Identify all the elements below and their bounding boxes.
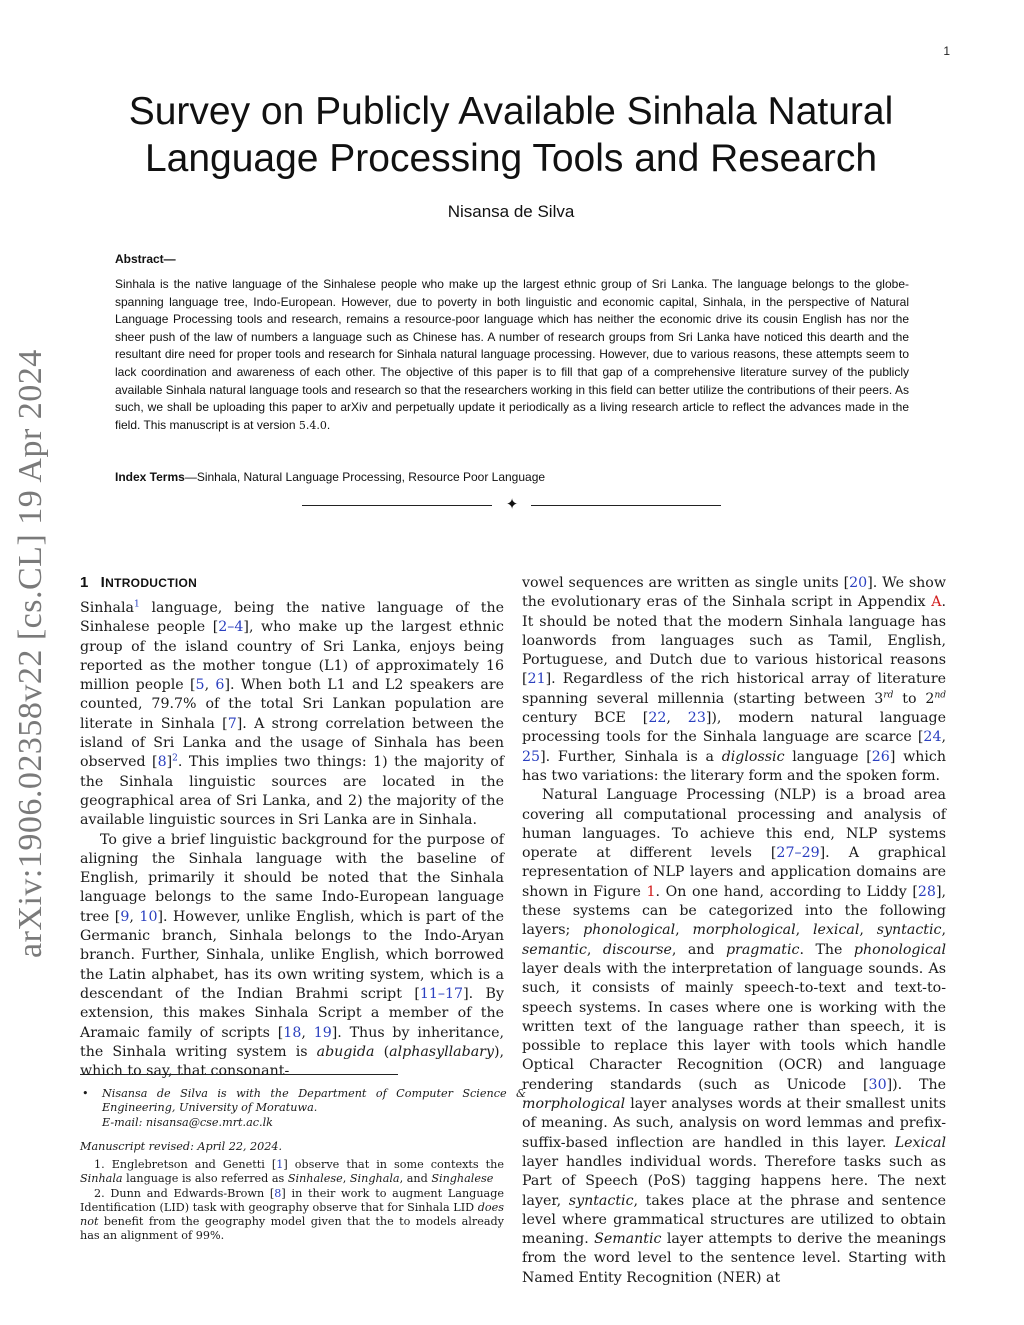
text: century BCE [ (522, 710, 649, 727)
citation-link[interactable]: 9 (120, 908, 130, 925)
intro-paragraph-2 (80, 831, 504, 1082)
index-terms-label: Index Terms (115, 470, 185, 484)
manuscript-revised: Manuscript revised: April 22, 2024. (80, 1140, 283, 1153)
text: syntactic (568, 1192, 634, 1209)
text: Lexical (894, 1134, 946, 1151)
text: layer analyses words at their smallest units of meaning. As such, analysis on word lemmas and prefix-suffix-based inflection are handled in this layer. (522, 1096, 946, 1151)
text: Natural Language Processing (NLP) is a broad area covering all computational processing and analysis of human languages. To achieve this end, NLP systems operate at different levels [ (522, 787, 946, 862)
text: , (129, 908, 140, 925)
text: ]. By extension, this makes Sinhala Script a member of the Aramaic family of scripts [ (80, 985, 504, 1041)
text: morphological (522, 1096, 626, 1113)
text: language [ (784, 748, 872, 765)
intro-paragraph-3 (522, 574, 946, 786)
citation-link[interactable]: 8 (157, 754, 167, 771)
text: . It should be noted that the modern Sinhala language has loanwords from languages such as Tamil, English, Portuguese, and Dutch due to various historical reasons [ (522, 594, 946, 688)
abstract-text: Sinhala is the native language of the Sinhalese people who make up the largest ethnic group of Sri Lanka. The language belongs to the globe-spanning language tree, Indo-European. However, due to poverty in both linguistic and economic capital, Sinhala, in the perspective of Natural Language Processing tools and research, remains a resource-poor language which has neither the economic drive its cousin English has nor the sheer push of the law of numbers a language such as Chinese has. A number of research groups from Sri Lanka have noticed this dearth and the resultant dire need for proper tools and research for Sinhala natural language processing. However, due to various reasons, these attempts seem to lack coordination and awareness of each other. The objective of this paper is to fill that gap of a comprehensive literature survey of the publicly available Sinhala natural language tools and research so that the researchers working in this field can better utilize the contributions of their peers. As such, we shall be uploading this paper to arXiv and perpetually update it periodically as a living research article to reflect the advances made in the field. This manuscript is at version (115, 277, 909, 432)
version-number: 5.4.0 (298, 418, 327, 432)
citation-link[interactable]: 1 (276, 1158, 284, 1171)
text: layer deals with the interpretation of language sounds. As such, it consists of mainly speech-to-text and text-to-speech systems. In cases where one is working with the written text of the language rather than speech, it is possible to replace this layer with tools which handle Optical Character Recognition (OCR) and language rendering standards (such as Unicode [ (522, 960, 946, 1093)
appendix-link[interactable]: A (931, 594, 942, 611)
text: , (859, 922, 877, 939)
footnote-2 (80, 1187, 504, 1244)
text: phonological (853, 941, 946, 958)
text: ] observe that in some contexts the (283, 1158, 505, 1171)
text: rd (883, 690, 894, 701)
footnote-ref-1[interactable]: 1 (134, 599, 140, 610)
text: ]. Regardless of the rich historical array of literature spanning several millennia (starting between 3 (522, 671, 946, 707)
text: vowel sequences are written as single units [ (522, 575, 850, 591)
text: ]). The (886, 1076, 946, 1093)
text: diglossic (721, 748, 785, 765)
text: ]. A graphical representation of NLP layers and application domains are shown in Figure (522, 845, 946, 900)
text: , takes place at the phrase and sentence level where grammatical structures are utilized to obtain meaning. (522, 1192, 946, 1248)
text: syntactic (876, 922, 942, 939)
section-heading-introduction (80, 574, 197, 591)
divider-left (302, 505, 492, 506)
text: to 2 (893, 690, 935, 707)
text: phonological (583, 922, 676, 939)
text: 1. Englebretson and Genetti [ (94, 1158, 277, 1171)
text: lexical (813, 922, 860, 939)
text: ]. A strong correlation between the island of Sri Lanka and the usage of Sinhala has been observed [ (80, 715, 504, 771)
term-alphasyllabary: alphasyllabary (389, 1043, 494, 1060)
text: , (795, 922, 813, 939)
citation-link[interactable]: 21 (527, 671, 546, 688)
text: layer attempts to derive the meanings from the word level to the sentence level. Starting with Named Entity Recognition (NER) at (522, 1231, 946, 1286)
index-terms (115, 470, 909, 484)
citation-link[interactable]: 2–4 (218, 619, 244, 636)
paper-title (100, 88, 922, 182)
affiliation-text: Nisansa de Silva is with the Department of Computer Science & Engineering, University of Moratuwa. (102, 1087, 526, 1115)
text: ], who make up the largest ethnic group of the island country of Sri Lanka, enjoys being reported as the mother tongue (L1) of approximately 16 million people [ (80, 619, 504, 694)
text: nd (934, 690, 946, 701)
text: morphological (692, 922, 796, 939)
text: Singhalese (431, 1172, 494, 1186)
text: ]. We show the evolutionary eras of the Sinhala script in Appendix (522, 575, 946, 611)
text: ], these systems can be categorized into the following layers; (522, 883, 946, 939)
abstract-label: Abstract— (115, 252, 176, 266)
bullet-icon: • (82, 1087, 89, 1100)
text: ] which has two variations: the literary form and the spoken form. (522, 748, 946, 784)
text: discourse (602, 941, 672, 958)
text: . The (799, 941, 854, 958)
abstract-end: . (326, 417, 331, 432)
text: , (675, 922, 693, 939)
index-terms-text: —Sinhala, Natural Language Processing, Resource Poor Language (184, 470, 546, 484)
author-email[interactable]: E-mail: nisansa@cse.mrt.ac.lk (102, 1115, 273, 1129)
text: , (941, 922, 946, 939)
text: ]), modern natural language processing tools for the Sinhala language are scarce [ (522, 710, 946, 746)
divider-ornament-icon: ✦ (505, 495, 519, 513)
footnote-ref-2[interactable]: 2 (172, 753, 178, 764)
left-column (80, 599, 504, 1081)
author-name: Nisansa de Silva (447, 202, 575, 221)
affiliation-footnote (80, 1087, 526, 1130)
citation-link[interactable]: 18 (283, 1024, 302, 1041)
intro-paragraph-1 (80, 599, 504, 831)
text: semantic (522, 941, 587, 958)
text: , (586, 941, 603, 958)
text: benefit from the geography model given that the to models already has an alignment of 99%. (80, 1215, 504, 1243)
text: ( (374, 1043, 390, 1060)
text: 2. Dunn and Edwards-Brown [ (94, 1186, 275, 1200)
abstract-body (115, 276, 909, 434)
title-line-1: Survey on Publicly Available Sinhala Natural (128, 90, 894, 133)
text: ), which to say, that consonant- (80, 1043, 505, 1080)
section-number: 1 (80, 574, 89, 591)
text: Singhala (349, 1172, 400, 1186)
citation-link[interactable]: 20 (849, 575, 868, 591)
arxiv-identifier-sidebar: arXiv:1906.02358v22 [cs.CL] 19 Apr 2024 (12, 349, 49, 958)
title-line-2: Language Processing Tools and Research (144, 137, 878, 180)
citation-link[interactable]: 7 (227, 715, 237, 732)
text: pragmatic (725, 941, 800, 958)
text: , (342, 1172, 350, 1186)
citation-link[interactable]: 24 (923, 729, 942, 746)
text: ]. Further, Sinhala is a (540, 748, 722, 765)
text: , (301, 1024, 314, 1041)
citation-link[interactable]: 10 (139, 908, 158, 925)
citation-link[interactable]: 11–17 (419, 985, 464, 1002)
text: Sinhala (80, 1172, 123, 1186)
text: . This implies two things: 1) the majority of the Sinhala linguistic sources are located in the geographical area of Sri Lanka, and 2) the majority of the available linguistic sources in Sri Lanka are in Sinhala. (80, 754, 504, 829)
text: , and (671, 941, 726, 958)
text: , (204, 677, 216, 694)
text: ]. However, unlike English, which is part of the Germanic branch, Sinhala belongs to the Indo-Aryan branch. Further, Sinhala, unlike English, which borrowed the Latin alphabet, has its own writing system, which is a descendant of the Indian Brahmi script [ (80, 908, 504, 1002)
text: Sinhala (80, 600, 134, 616)
citation-link[interactable]: 5 (195, 677, 205, 694)
citation-link[interactable]: 8 (274, 1186, 282, 1200)
citation-link[interactable]: 6 (215, 677, 225, 694)
text: . On one hand, according to Liddy [ (655, 883, 918, 900)
text: , (666, 710, 688, 727)
text: language is also referred as (122, 1172, 288, 1186)
citation-link[interactable]: 22 (648, 710, 667, 727)
footnote-separator (80, 1074, 398, 1075)
text: ] in their work to augment Language Identification (LID) task with geography observe that for Sinhala LID (80, 1186, 504, 1214)
text: Sinhalese (287, 1172, 343, 1186)
figure-link[interactable]: 1 (646, 883, 656, 900)
text: language, being the native language of the Sinhalese people [ (80, 600, 504, 636)
text: Semantic (594, 1231, 662, 1248)
text: ]. Thus by inheritance, the Sinhala writing system is (80, 1024, 504, 1060)
section-title-rest: NTRODUCTION (105, 576, 198, 590)
term-abugida: abugida (316, 1043, 375, 1060)
text: To give a brief linguistic background for the purpose of aligning the Sinhala language with the baseline of English, primarily it should be noted that the Sinhala language belongs to the same Indo-European language tree [ (80, 831, 504, 925)
citation-link[interactable]: 19 (313, 1024, 332, 1041)
text: ]. When both L1 and L2 speakers are counted, 79.7% of the total Sri Lankan population are literate in Sinhala [ (80, 677, 505, 732)
citation-link[interactable]: 26 (871, 748, 890, 765)
divider-right (531, 505, 721, 506)
text: ] (166, 754, 173, 771)
section-title-initial: I (100, 574, 106, 591)
text: does not (80, 1200, 504, 1229)
text: , and (399, 1172, 432, 1186)
footnote-1 (80, 1158, 504, 1187)
text: , (941, 729, 946, 746)
page-number: 1 (943, 44, 950, 58)
intro-paragraph-4 (522, 786, 946, 1288)
citation-link[interactable]: 25 (522, 748, 541, 765)
text: layer handles individual words. Therefore tasks such as Part of Speech (PoS) tagging happens here. The next layer, (522, 1153, 946, 1209)
citation-link[interactable]: 30 (868, 1076, 887, 1093)
citation-link[interactable]: 27–29 (776, 845, 820, 862)
citation-link[interactable]: 23 (687, 710, 706, 727)
citation-link[interactable]: 28 (917, 883, 936, 900)
footnotes-list (80, 1158, 504, 1244)
right-column (522, 574, 946, 1288)
